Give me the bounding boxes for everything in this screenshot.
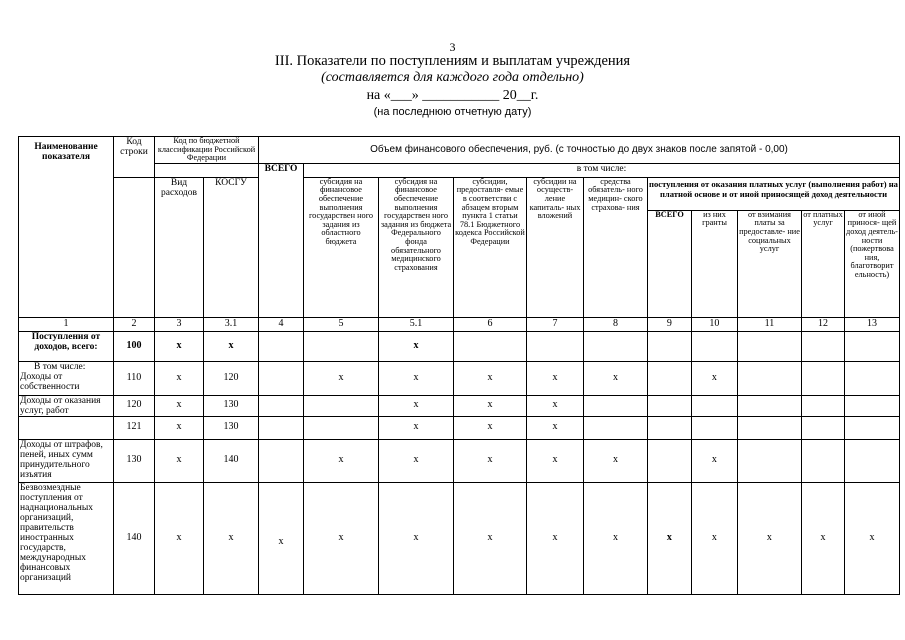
table-cell xyxy=(844,331,899,361)
table-cell: x xyxy=(155,331,204,361)
table-cell xyxy=(737,361,801,395)
table-cell: x xyxy=(454,482,527,594)
col-number: 1 xyxy=(19,317,114,331)
col-number: 2 xyxy=(114,317,155,331)
table-cell xyxy=(648,416,692,439)
table-cell: x xyxy=(155,439,204,482)
header-name: Наименование показателя xyxy=(19,137,114,318)
row-code: 140 xyxy=(114,482,155,594)
row-name: Доходы от оказания услуг, работ xyxy=(19,395,114,416)
table-cell xyxy=(584,416,648,439)
table-cell: x xyxy=(155,482,204,594)
row-code: 110 xyxy=(114,361,155,395)
table-cell: x xyxy=(304,482,379,594)
table-cell: x xyxy=(648,482,692,594)
table-cell: x xyxy=(379,331,454,361)
header-vid: Вид расходов xyxy=(155,177,204,317)
table-cell: x xyxy=(155,361,204,395)
col-number: 7 xyxy=(527,317,584,331)
table-cell: x xyxy=(259,482,304,594)
table-cell: 120 xyxy=(204,361,259,395)
table-cell xyxy=(844,395,899,416)
col-number: 8 xyxy=(584,317,648,331)
col-number: 3.1 xyxy=(204,317,259,331)
table-cell xyxy=(584,331,648,361)
header-code: Код строки xyxy=(114,137,155,178)
table-cell xyxy=(844,439,899,482)
table-cell xyxy=(737,395,801,416)
header-paid: поступления от оказания платных услуг (выполнения работ) на платной основе и от иной приносящей доход деятельности xyxy=(648,178,899,211)
table-cell xyxy=(648,331,692,361)
header-paid-total: ВСЕГО xyxy=(648,211,692,317)
header-sub5: средства обязатель- ного медицин- ского страхова- ния xyxy=(584,177,648,317)
header-fees: от взимания платы за предоставле- ние социальных услуг xyxy=(738,211,802,317)
table-cell: 140 xyxy=(204,439,259,482)
header-including: в том числе: xyxy=(304,163,900,177)
table-cell xyxy=(648,439,692,482)
table-cell: x xyxy=(454,395,527,416)
table-cell xyxy=(304,331,379,361)
row-name xyxy=(19,416,114,439)
table-cell: x xyxy=(691,361,737,395)
table-cell: x xyxy=(527,439,584,482)
header-other: от иной принося- щей доход деятель- ности (пожертвова ния, благотворит ельность) xyxy=(846,209,898,279)
row-code: 120 xyxy=(114,395,155,416)
header-bk: Код по бюджетной классификации Российской Федерации xyxy=(155,137,259,164)
table-cell: x xyxy=(379,416,454,439)
table-cell: x xyxy=(584,482,648,594)
header-paidsvc: от платных услуг xyxy=(802,211,845,317)
table-cell: x xyxy=(454,361,527,395)
col-number: 6 xyxy=(454,317,527,331)
header-total: ВСЕГО xyxy=(259,163,304,317)
table-cell xyxy=(259,331,304,361)
table-cell: x xyxy=(454,416,527,439)
header-sub4: субсидии на осуществ- ление капиталь- ных вложений xyxy=(527,177,584,317)
table-cell xyxy=(737,416,801,439)
indicators-table xyxy=(18,136,900,595)
date-line: на «___» ___________ 20__г. xyxy=(366,88,539,103)
section-title: III. Показатели по поступлениям и выплатам учреждения xyxy=(274,53,631,69)
table-cell xyxy=(802,361,845,395)
section-subtitle: (составляется для каждого года отдельно) xyxy=(321,70,584,85)
table-cell: x xyxy=(204,482,259,594)
table-cell xyxy=(691,416,737,439)
col-number: 5 xyxy=(304,317,379,331)
table-cell xyxy=(802,416,845,439)
header-code-spacer xyxy=(114,177,155,317)
table-cell: x xyxy=(155,416,204,439)
table-cell: x xyxy=(844,482,899,594)
header-grants: из них гранты xyxy=(692,211,738,317)
header-sub1: субсидия на финансовое обеспечение выполнения государствен ного задания из областного бюджета xyxy=(304,177,379,317)
table-cell xyxy=(259,395,304,416)
table-cell: 130 xyxy=(204,416,259,439)
table-cell xyxy=(259,439,304,482)
table-cell: x xyxy=(379,439,454,482)
table-cell xyxy=(527,331,584,361)
table-cell xyxy=(304,416,379,439)
page-number: 3 xyxy=(449,40,456,54)
table-cell xyxy=(802,439,845,482)
header-volume: Объем финансового обеспечения, руб. (с точностью до двух знаков после запятой - 0,00) xyxy=(259,137,900,164)
row-code: 100 xyxy=(114,331,155,361)
col-number: 13 xyxy=(844,317,899,331)
table-cell: x xyxy=(379,395,454,416)
col-number: 4 xyxy=(259,317,304,331)
table-cell xyxy=(454,331,527,361)
col-number: 3 xyxy=(155,317,204,331)
table-cell: x xyxy=(691,482,737,594)
table-cell xyxy=(304,395,379,416)
date-note: (на последнюю отчетную дату) xyxy=(373,106,532,118)
table-cell: x xyxy=(527,416,584,439)
table-cell: x xyxy=(527,395,584,416)
header-sub3: субсидии, предоставля- емые в соответстви с абзацем вторым пункта 1 статьи 78.1 Бюджетного кодекса Российской Федерации xyxy=(454,177,527,317)
table-cell xyxy=(691,331,737,361)
table-cell xyxy=(648,361,692,395)
row-name: Доходы от штрафов, пеней, иных сумм принудительного изъятия xyxy=(19,439,114,482)
table-cell: x xyxy=(379,482,454,594)
table-cell: x xyxy=(584,439,648,482)
table-cell: x xyxy=(379,361,454,395)
table-cell xyxy=(802,331,845,361)
table-cell: x xyxy=(304,361,379,395)
row-code: 121 xyxy=(114,416,155,439)
table-cell xyxy=(844,416,899,439)
table-cell xyxy=(844,361,899,395)
table-cell: x xyxy=(454,439,527,482)
table-cell: x xyxy=(737,482,801,594)
header-sub2: субсидия на финансовое обеспечение выполнения государствен ного задания из бюджета Федерального фонда обязательного медицинского страхования xyxy=(379,177,454,317)
table-cell: x xyxy=(584,361,648,395)
col-number: 11 xyxy=(737,317,801,331)
table-cell: x xyxy=(691,439,737,482)
table-cell xyxy=(584,395,648,416)
col-number: 12 xyxy=(802,317,845,331)
row-name: Поступления от доходов, всего: xyxy=(19,331,114,361)
table-cell: x xyxy=(527,482,584,594)
col-number: 10 xyxy=(691,317,737,331)
table-cell: x xyxy=(204,331,259,361)
table-cell xyxy=(259,361,304,395)
row-code: 130 xyxy=(114,439,155,482)
header-kosgu: КОСГУ xyxy=(204,177,259,317)
table-cell xyxy=(691,395,737,416)
row-name: В том числе: Доходы от собственности xyxy=(19,361,114,395)
col-number: 9 xyxy=(648,317,692,331)
table-cell: 130 xyxy=(204,395,259,416)
table-cell xyxy=(648,395,692,416)
table-cell: x xyxy=(304,439,379,482)
table-cell xyxy=(737,439,801,482)
table-cell: x xyxy=(802,482,845,594)
table-cell xyxy=(737,331,801,361)
table-cell xyxy=(802,395,845,416)
col-number: 5.1 xyxy=(379,317,454,331)
table-cell: x xyxy=(527,361,584,395)
table-cell xyxy=(259,416,304,439)
row-name: Безвозмездные поступления от наднациональных организаций, правительств иностранных государств, международных финансовых организаций xyxy=(19,482,114,594)
table-cell: x xyxy=(155,395,204,416)
